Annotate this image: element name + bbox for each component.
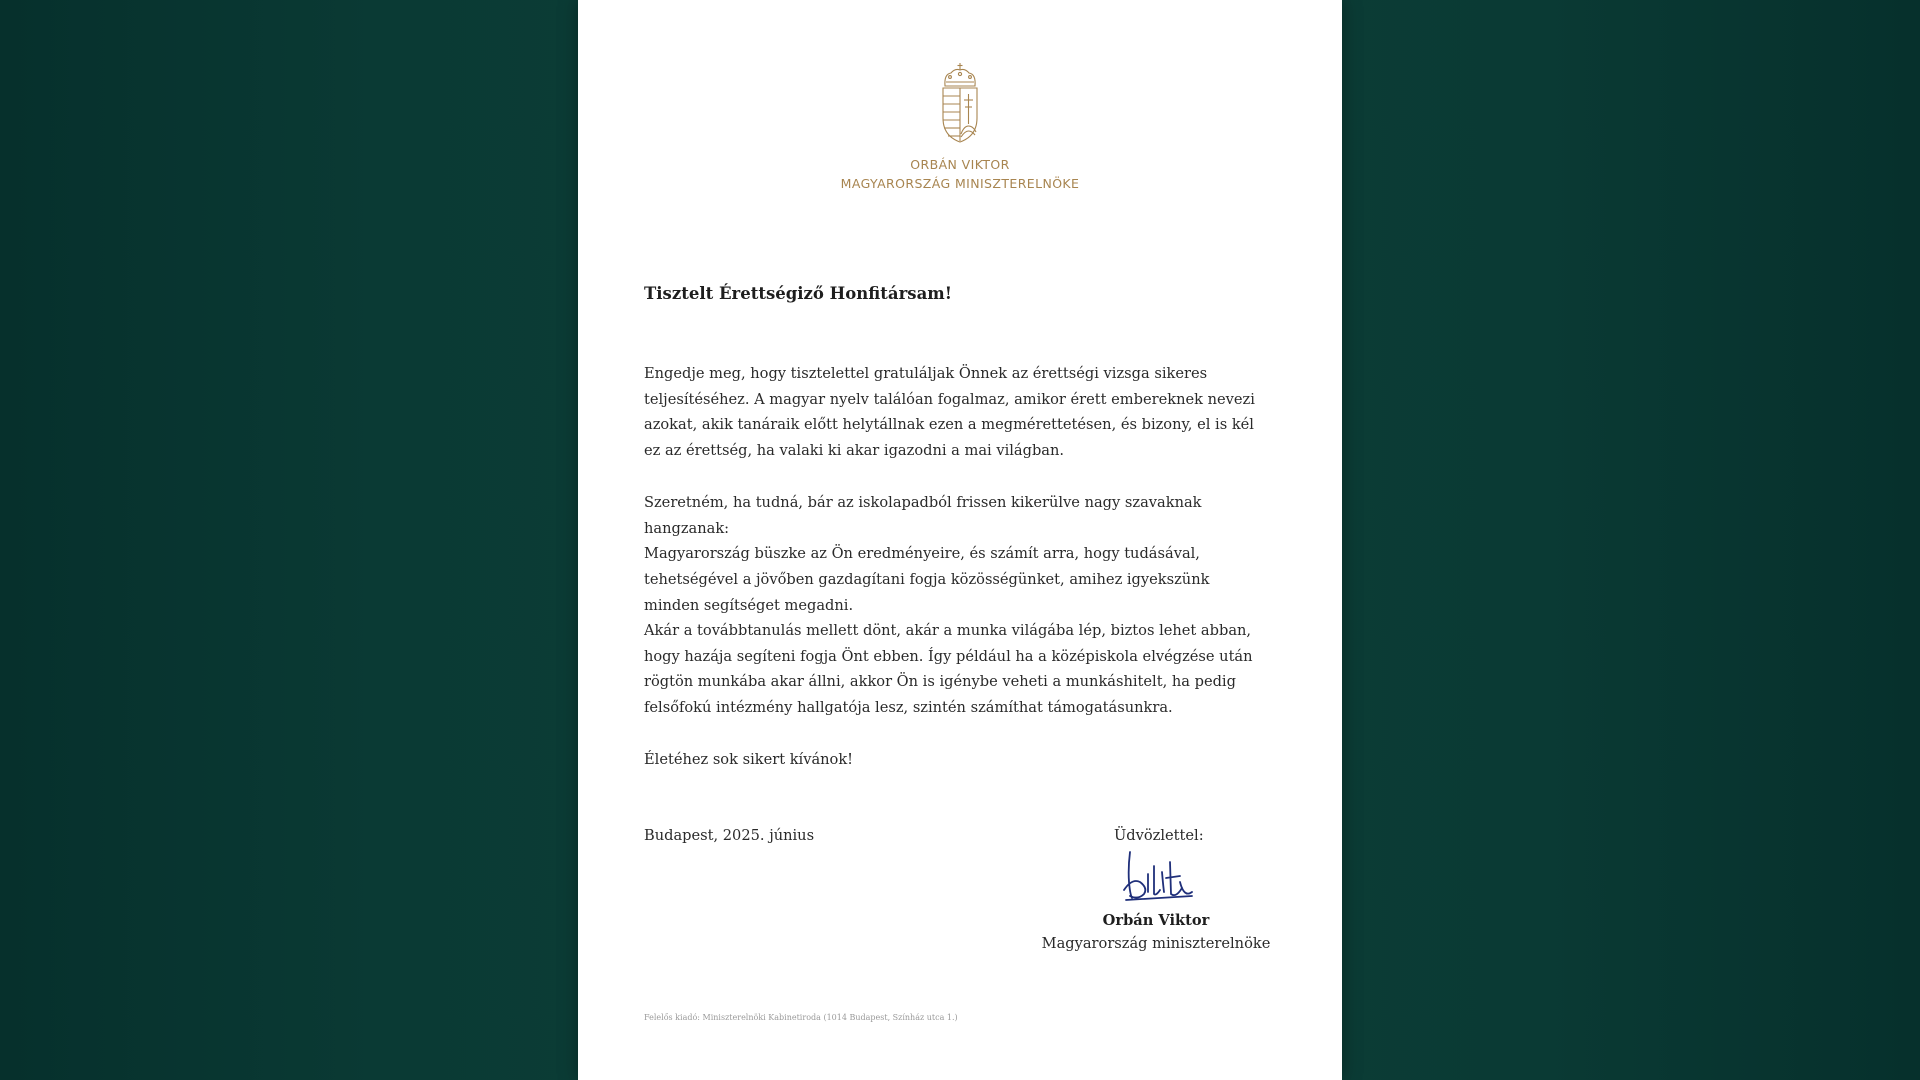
coat-of-arms-icon	[939, 62, 981, 144]
letter-paragraph: Engedje meg, hogy tisztelettel gratuláljak Önnek az érettségi vizsga sikeres teljesítéséhez. A magyar nyelv találóan fogalmaz, amikor érett embereknek nevezi azokat, akik tanáraik előtt helytállnak ezen a megmérettetésen, és bizony, el is kél ez az érettség, ha valaki ki akar igazodni a mai világban.	[644, 365, 1255, 460]
letter-page	[578, 0, 1342, 1080]
signer-title: Magyarország miniszterelnöke	[1041, 935, 1271, 952]
signer-name: Orbán Viktor	[1102, 912, 1210, 929]
letter-paragraph: Életéhez sok sikert kívánok!	[644, 751, 854, 768]
closing-greeting: Üdvözlettel:	[1114, 827, 1204, 844]
publisher-footnote: Felelős kiadó: Miniszterelnöki Kabinetiroda (1014 Budapest, Színház utca 1.)	[644, 1013, 958, 1022]
place-date: Budapest, 2025. június	[644, 827, 815, 844]
letter-paragraph: Akár a továbbtanulás mellett dönt, akár a munka világába lép, biztos lehet abban, hogy hazája segíteni fogja Önt ebben. Így például ha a középiskola elvégzése után rögtön munkába akar állni, akkor Ön is igénybe veheti a munkáshitelt, ha pedig felsőfokú intézmény hallgatója lesz, szintén számíthat támogatásunkra.	[644, 622, 1253, 717]
letterhead-title: MAGYARORSZÁG MINISZTERELNÖKE	[840, 176, 1080, 191]
signature-image	[1118, 848, 1200, 906]
salutation: Tisztelt Érettségiző Honfitársam!	[644, 284, 952, 303]
letter-paragraph: Szeretném, ha tudná, bár az iskolapadból frissen kikerülve nagy szavaknak hangzanak: Magyarország büszke az Ön eredményeire, és számít arra, hogy tudásával, tehetségével a jövőben gazdagítani fogja közösségünket, amihez igyekszünk minden segítséget megadni.	[644, 494, 1210, 614]
letterhead-name: ORBÁN VIKTOR	[910, 157, 1010, 172]
